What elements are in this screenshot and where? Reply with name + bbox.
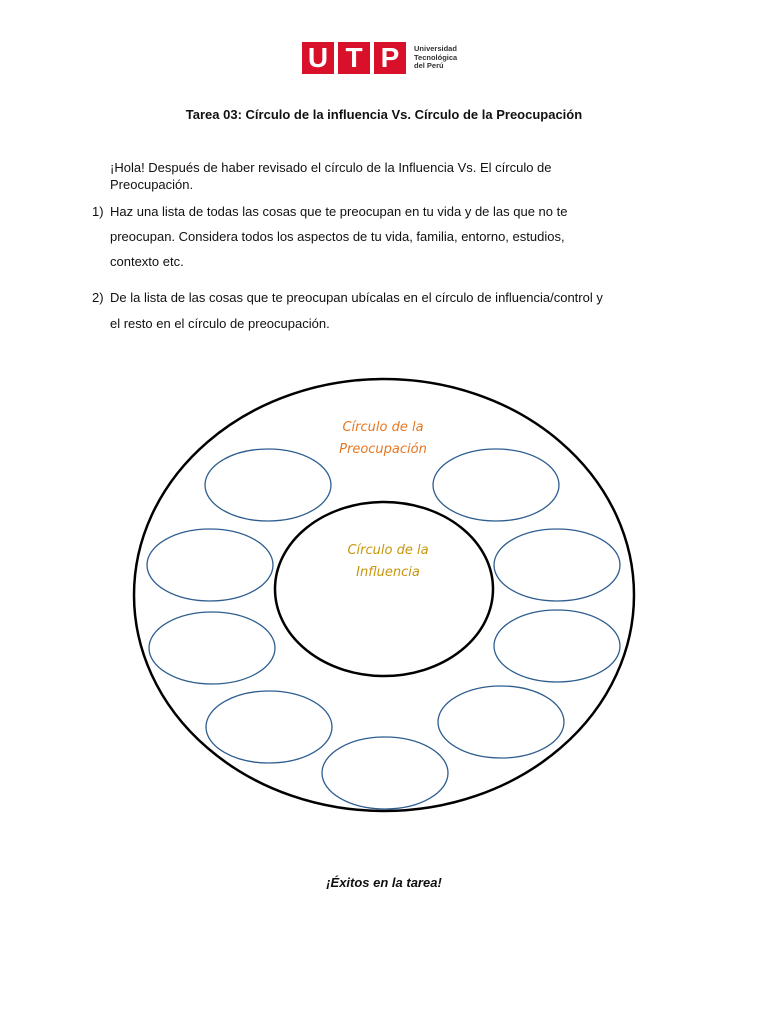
worry-slot-ellipse[interactable] xyxy=(438,686,564,758)
logo-letter-u: U xyxy=(302,42,334,74)
worry-slot-ellipse[interactable] xyxy=(494,529,620,601)
item-2-line-2: el resto en el círculo de preocupación. xyxy=(110,316,330,331)
outer-label-line-1: Círculo de la xyxy=(342,420,424,435)
worry-slot-ellipse[interactable] xyxy=(433,449,559,521)
inner-label-line-2: Influencia xyxy=(356,565,420,580)
closing-message: ¡Éxitos en la tarea! xyxy=(326,875,442,890)
item-1-line-2: preocupan. Considera todos los aspectos de tu vida, familia, entorno, estudios, xyxy=(110,229,565,244)
logo-line-2: Tecnológica xyxy=(414,52,458,62)
logo-line-3: del Perú xyxy=(414,61,444,71)
outer-label-line-2: Preocupación xyxy=(339,442,427,457)
worry-slot-ellipse[interactable] xyxy=(149,612,275,684)
item-1-line-1: Haz una lista de todas las cosas que te preocupan en tu vida y de las que no te xyxy=(110,204,568,219)
worry-slot-ellipse[interactable] xyxy=(322,737,448,809)
item-2-line-1: De la lista de las cosas que te preocupan ubícalas en el círculo de influencia/control y xyxy=(110,290,603,305)
item-2-number: 2) xyxy=(92,290,104,305)
logo-letter-t: T xyxy=(338,42,370,74)
worry-slot-ellipse[interactable] xyxy=(147,529,273,601)
document-title: Tarea 03: Círculo de la influencia Vs. Círculo de la Preocupación xyxy=(185,107,583,122)
worry-slot-ellipse[interactable] xyxy=(206,691,332,763)
intro-line-1: ¡Hola! Después de haber revisado el círculo de la Influencia Vs. El círculo de xyxy=(110,160,552,175)
inner-circle-influencia xyxy=(275,502,493,676)
logo-letter-p: P xyxy=(374,42,406,74)
logo-line-1: Universidad xyxy=(414,44,457,54)
item-1-number: 1) xyxy=(92,204,104,219)
item-1-line-3: contexto etc. xyxy=(110,254,184,269)
worry-slot-ellipse[interactable] xyxy=(205,449,331,521)
inner-label-line-1: Círculo de la xyxy=(347,543,429,558)
worry-slot-ellipse[interactable] xyxy=(494,610,620,682)
intro-line-2: Preocupación. xyxy=(110,177,194,192)
